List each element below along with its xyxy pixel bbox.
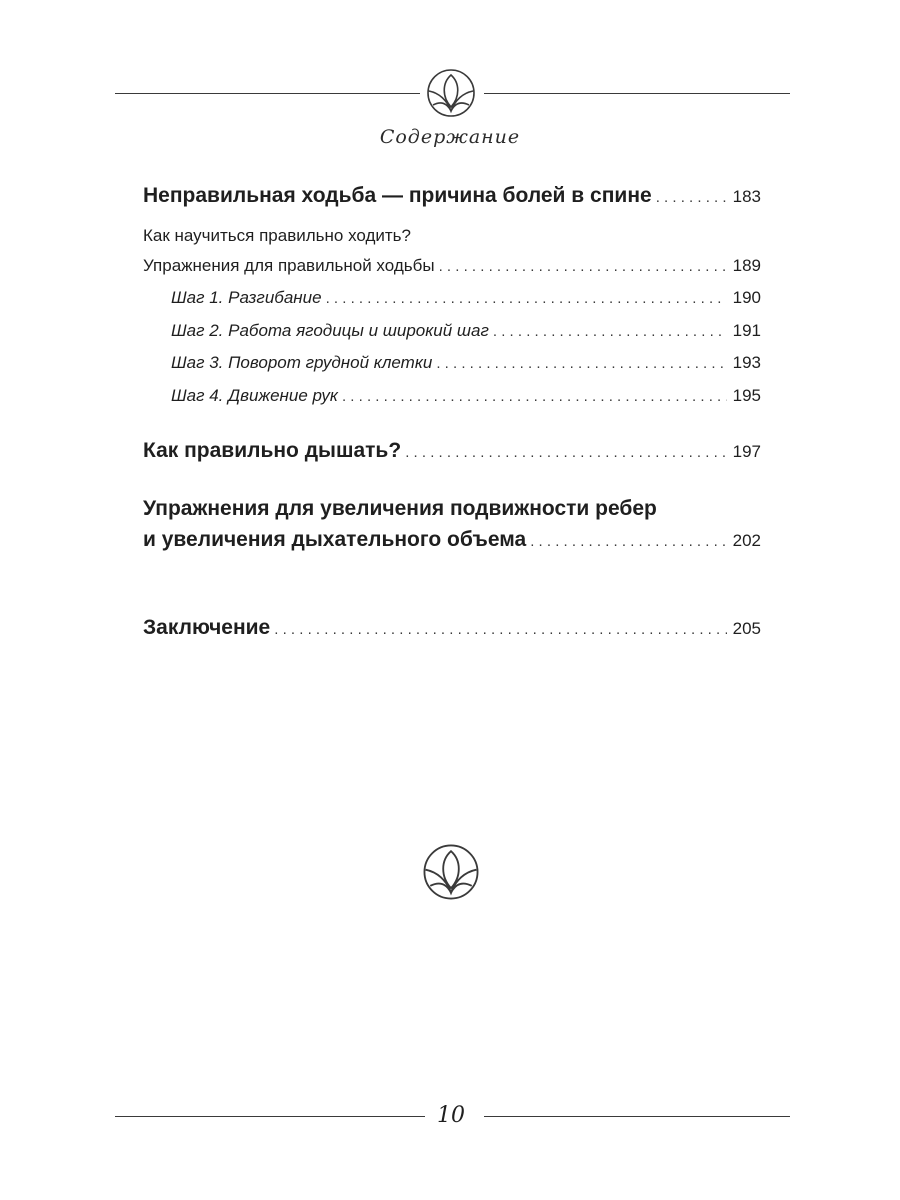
toc-entry-title: Шаг 3. Поворот грудной клетки xyxy=(171,353,433,372)
dot-leader xyxy=(274,621,726,638)
header-rule-left xyxy=(115,93,420,94)
toc-page-number: 197 xyxy=(732,442,761,461)
toc-entry-breathing[interactable] xyxy=(143,439,761,463)
dot-leader xyxy=(405,444,726,461)
dot-leader xyxy=(656,189,727,206)
toc-entry-title: Шаг 4. Движение рук xyxy=(171,386,338,405)
dot-leader xyxy=(326,290,727,307)
toc-entry-title: Шаг 2. Работа ягодицы и широкий шаг xyxy=(171,321,489,340)
toc-page-number: 183 xyxy=(732,187,761,206)
toc-entry-conclusion[interactable] xyxy=(143,616,761,640)
footer-rule-left xyxy=(115,1116,425,1117)
dot-leader xyxy=(530,533,726,550)
page-number: 10 xyxy=(437,1103,465,1128)
dot-leader xyxy=(493,323,727,340)
dot-leader xyxy=(342,388,727,405)
toc-entry-title: Шаг 1. Разгибание xyxy=(171,288,322,307)
toc-entry-text-line: Как научиться правильно ходить? xyxy=(143,226,411,245)
footer-rule-right xyxy=(484,1116,790,1117)
toc-entry-title: Упражнения для правильной ходьбы xyxy=(143,256,435,275)
lotus-icon xyxy=(421,842,481,902)
toc-entry-title: Неправильная ходьба — причина болей в спине xyxy=(143,184,652,207)
toc-entry-title: и увеличения дыхательного объема xyxy=(143,528,527,551)
toc-entry-title: Заключение xyxy=(143,616,271,639)
toc-page-number: 190 xyxy=(732,288,761,307)
page-title: Содержание xyxy=(379,126,521,148)
toc-page-number: 191 xyxy=(732,321,761,340)
toc-page-number: 195 xyxy=(732,386,761,405)
toc-entry-text-line: Упражнения для увеличения подвижности ребер xyxy=(143,497,657,520)
toc-entry-rib-exercises[interactable] xyxy=(143,528,761,552)
toc-entry-step-3[interactable] xyxy=(143,353,761,373)
header-rule-right xyxy=(484,93,790,94)
dot-leader xyxy=(436,355,726,372)
toc-page-number: 202 xyxy=(732,531,761,550)
toc-page-number: 205 xyxy=(732,619,761,638)
lotus-icon xyxy=(425,67,477,119)
toc-entry-walking-exercises[interactable] xyxy=(143,256,761,276)
toc-page-number: 189 xyxy=(732,256,761,275)
dot-leader xyxy=(439,258,727,275)
toc-page-number: 193 xyxy=(732,353,761,372)
toc-entry-step-1[interactable] xyxy=(143,288,761,308)
toc-entry-walking[interactable] xyxy=(143,184,761,208)
toc-entry-step-4[interactable] xyxy=(143,386,761,406)
toc-entry-title: Как правильно дышать? xyxy=(143,439,402,462)
toc-entry-step-2[interactable] xyxy=(143,321,761,341)
